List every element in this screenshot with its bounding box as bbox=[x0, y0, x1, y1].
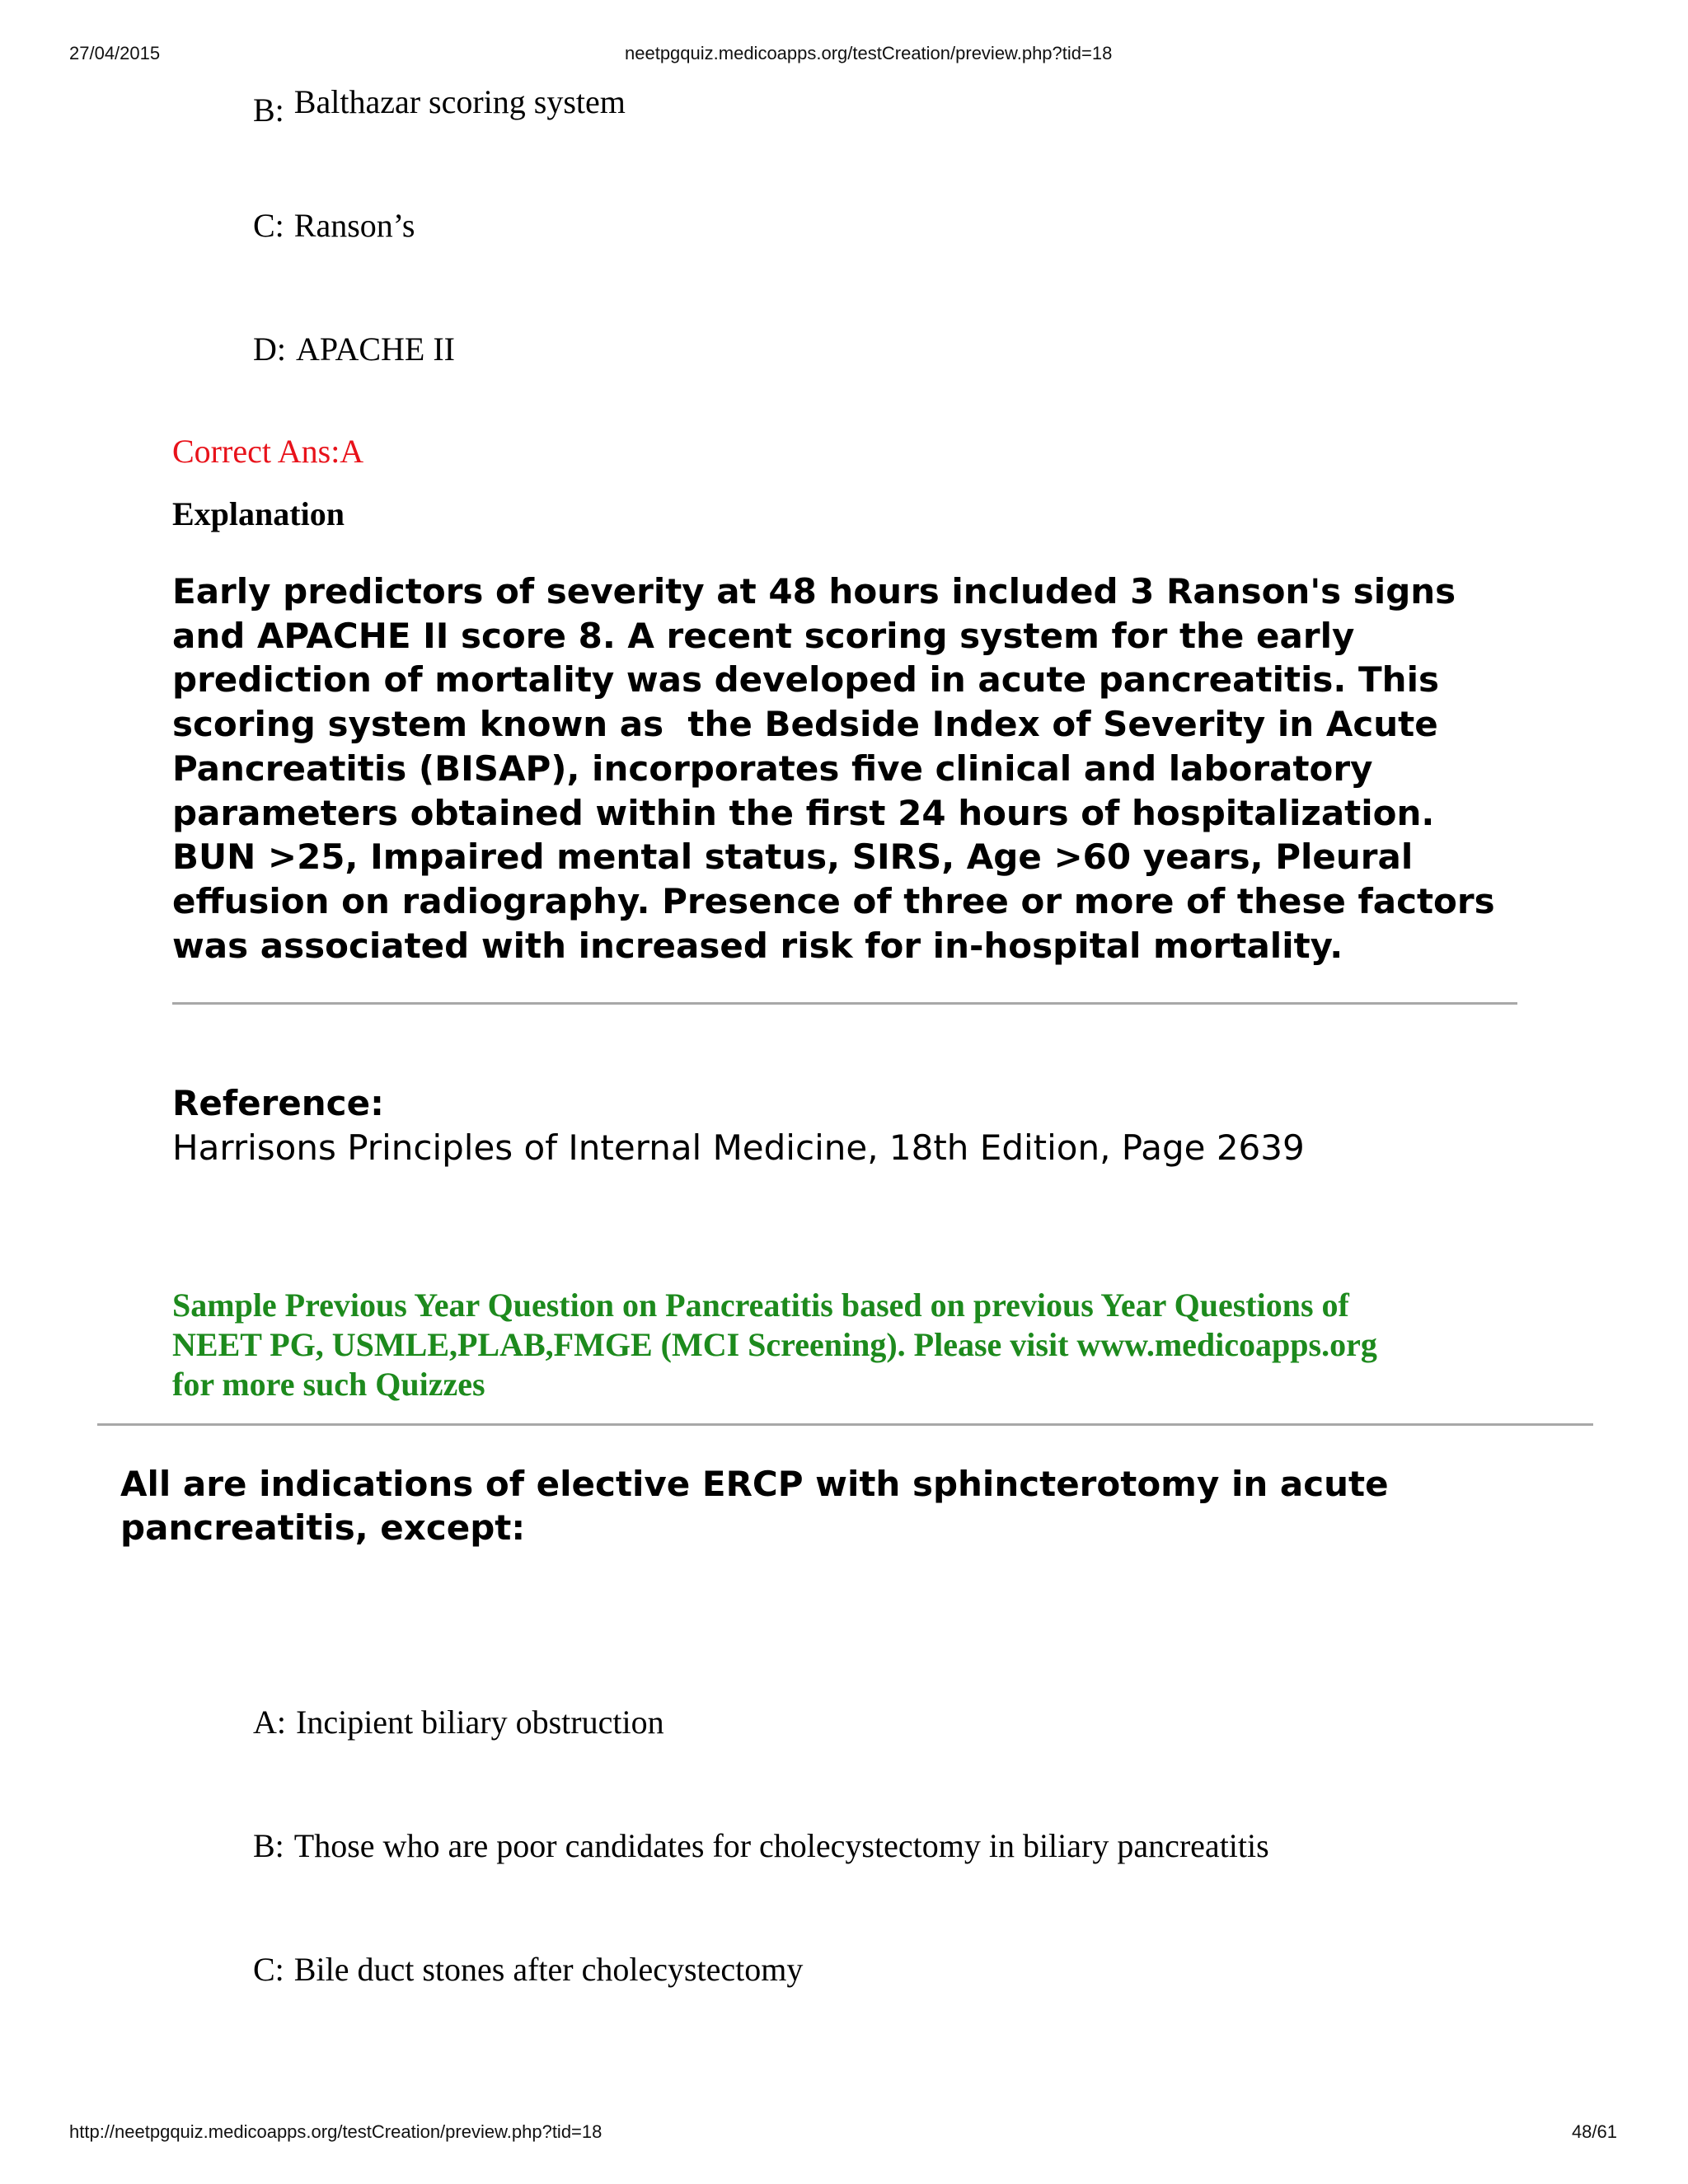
option-letter: C: bbox=[253, 1951, 284, 1988]
option-letter: B: bbox=[253, 91, 284, 129]
promo-line: NEET PG, USMLE,PLAB,FMGE (MCI Screening). Please visit www.medicoapps.org bbox=[172, 1326, 1377, 1363]
reference-label: Reference: bbox=[172, 1083, 384, 1123]
option-text: Ranson’s bbox=[293, 207, 415, 244]
correct-answer: Correct Ans:A bbox=[172, 433, 364, 470]
option-c bbox=[253, 206, 415, 245]
option-letter: D: bbox=[253, 330, 286, 368]
option-letter: B: bbox=[253, 1827, 284, 1864]
option-d bbox=[253, 330, 455, 368]
explanation-line: Pancreatitis (BISAP), incorporates five clinical and laboratory bbox=[172, 748, 1373, 789]
question-line: pancreatitis, except: bbox=[120, 1507, 526, 1548]
explanation-line: and APACHE II score 8. A recent scoring system for the early bbox=[172, 615, 1355, 656]
explanation-line: was associated with increased risk for in-hospital mortality. bbox=[172, 925, 1343, 966]
print-footer-url: http://neetpgquiz.medicoapps.org/testCreation/preview.php?tid=18 bbox=[69, 2121, 603, 2142]
option-a bbox=[253, 1703, 664, 1741]
option-letter: C: bbox=[253, 207, 284, 244]
option-b bbox=[253, 82, 626, 129]
explanation-line: Early predictors of severity at 48 hours included 3 Ranson's signs bbox=[172, 571, 1456, 612]
option-text: Those who are poor candidates for cholecystectomy in biliary pancreatitis bbox=[293, 1827, 1269, 1864]
explanation-line: scoring system known as the Bedside Index of Severity in Acute bbox=[172, 704, 1438, 745]
question-line: All are indications of elective ERCP with sphincterotomy in acute bbox=[120, 1464, 1389, 1504]
option-letter: A: bbox=[253, 1704, 286, 1741]
explanation-line: effusion on radiography. Presence of three or more of these factors bbox=[172, 880, 1495, 921]
promo-line: for more such Quizzes bbox=[172, 1366, 485, 1403]
explanation-text bbox=[172, 569, 1524, 968]
option-text: Incipient biliary obstruction bbox=[296, 1704, 664, 1741]
explanation-line: BUN >25, Impaired mental status, SIRS, Age >60 years, Pleural bbox=[172, 837, 1414, 878]
explanation-line: prediction of mortality was developed in acute pancreatitis. This bbox=[172, 659, 1439, 701]
explanation-line: parameters obtained within the first 24 hours of hospitalization. bbox=[172, 792, 1435, 833]
option-b bbox=[253, 1826, 1269, 1865]
option-text: APACHE II bbox=[296, 330, 455, 368]
question-text bbox=[120, 1462, 1522, 1549]
print-header-url: neetpgquiz.medicoapps.org/testCreation/preview.php?tid=18 bbox=[625, 43, 1113, 63]
option-c bbox=[253, 1950, 803, 1989]
option-text: Bile duct stones after cholecystectomy bbox=[293, 1951, 804, 1988]
question-divider bbox=[97, 1423, 1593, 1426]
reference-text: Harrisons Principles of Internal Medicine, 18th Edition, Page 2639 bbox=[172, 1127, 1305, 1168]
divider bbox=[172, 1002, 1517, 1005]
explanation-heading: Explanation bbox=[172, 495, 345, 532]
option-text: Balthazar scoring system bbox=[293, 83, 626, 120]
promo-text bbox=[172, 1286, 1524, 1404]
page-number: 48/61 bbox=[1571, 2121, 1617, 2142]
print-date: 27/04/2015 bbox=[69, 43, 161, 63]
promo-line: Sample Previous Year Question on Pancreatitis based on previous Year Questions of bbox=[172, 1286, 1349, 1324]
